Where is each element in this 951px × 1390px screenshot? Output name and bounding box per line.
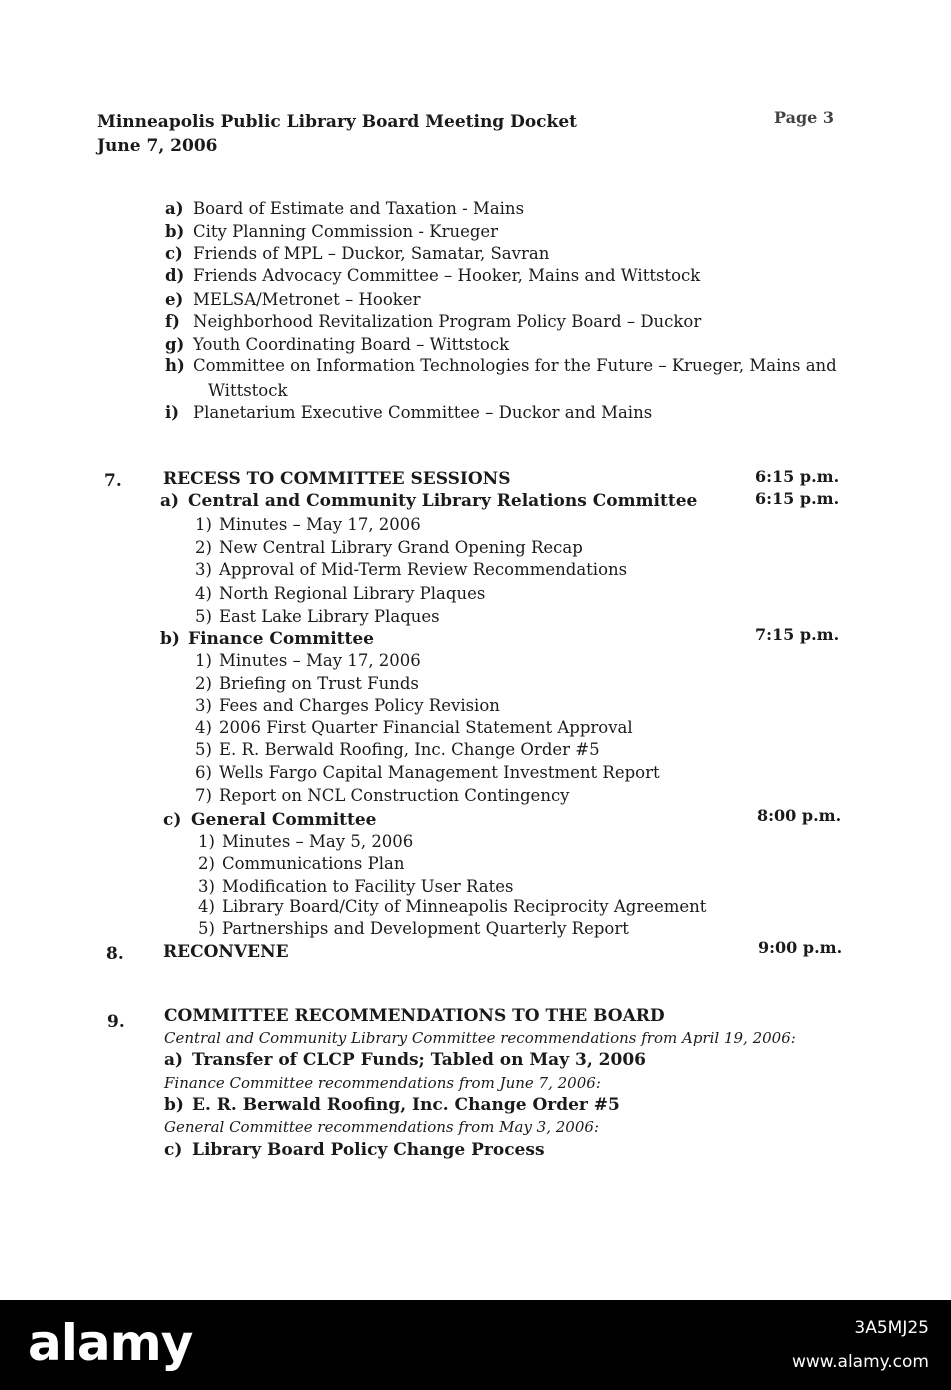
agenda-text: 2006 First Quarter Financial Statement Approval (219, 718, 633, 737)
document-date: June 7, 2006 (97, 136, 218, 156)
recommendation-item (164, 1050, 646, 1070)
committee-name: Central and Community Library Relations Committee (188, 491, 698, 511)
agenda-text: Partnerships and Development Quarterly Report (222, 919, 629, 938)
agenda-number: 5) (198, 919, 215, 938)
agenda-number: 2) (195, 674, 212, 693)
agenda-number: 2) (198, 854, 215, 873)
agenda-number: 2) (195, 538, 212, 557)
section-number: 9. (107, 1012, 125, 1032)
agenda-number: 1) (195, 651, 212, 670)
agenda-item (195, 763, 660, 782)
agenda-item (198, 919, 629, 938)
agenda-number: 3) (195, 560, 212, 579)
agenda-item (198, 877, 513, 896)
agenda-item (198, 854, 404, 873)
committee-name: General Committee (191, 810, 377, 830)
recommendation-note: Finance Committee recommendations from June 7, 2006: (164, 1074, 601, 1092)
list-text: Friends Advocacy Committee – Hooker, Mains and Wittstock (193, 266, 701, 285)
list-label: d) (165, 266, 185, 285)
section-title: RECESS TO COMMITTEE SESSIONS (163, 469, 511, 489)
document-title: Minneapolis Public Library Board Meeting Docket (97, 112, 577, 132)
recommendation-item (164, 1095, 620, 1115)
site-url[interactable]: www.alamy.com (791, 1352, 929, 1372)
list-text: City Planning Commission - Krueger (193, 222, 499, 241)
agenda-text: E. R. Berwald Roofing, Inc. Change Order #5 (219, 740, 600, 759)
agenda-number: 4) (195, 718, 212, 737)
agenda-text: East Lake Library Plaques (219, 607, 440, 626)
list-item (165, 312, 701, 331)
agenda-item (195, 718, 633, 737)
committee-heading (160, 629, 374, 649)
committee-time: 6:15 p.m. (755, 489, 840, 508)
list-item (165, 403, 652, 422)
recommendation-text: Library Board Policy Change Process (192, 1140, 545, 1160)
recommendation-text: Transfer of CLCP Funds; Tabled on May 3, 2006 (192, 1050, 646, 1070)
agenda-text: Approval of Mid-Term Review Recommendations (219, 560, 628, 579)
agenda-text: Wells Fargo Capital Management Investment Report (219, 763, 660, 782)
list-label: g) (165, 335, 185, 354)
agenda-number: 3) (198, 877, 215, 896)
agenda-item (195, 740, 600, 759)
list-item (165, 222, 498, 241)
list-label: f) (165, 312, 180, 331)
committee-name: Finance Committee (188, 629, 374, 649)
list-item (165, 290, 420, 309)
committee-time: 8:00 p.m. (757, 806, 842, 825)
section-number: 7. (104, 471, 122, 491)
recommendation-item (164, 1140, 545, 1160)
list-item (165, 335, 509, 354)
page-number: Page 3 (774, 108, 835, 127)
agenda-text: Modification to Facility User Rates (222, 877, 514, 896)
list-item (165, 266, 700, 285)
agenda-item (195, 786, 570, 805)
list-label: i) (165, 403, 180, 422)
agenda-item (195, 584, 485, 603)
section-title: COMMITTEE RECOMMENDATIONS TO THE BOARD (164, 1006, 665, 1026)
list-item (165, 199, 524, 218)
agenda-number: 4) (195, 584, 212, 603)
agenda-number: 1) (198, 832, 215, 851)
list-text: Planetarium Executive Committee – Duckor and Mains (193, 403, 653, 422)
list-text: Friends of MPL – Duckor, Samatar, Savran (193, 244, 550, 263)
agenda-number: 1) (195, 515, 212, 534)
list-text: Committee on Information Technologies for the Future – Krueger, Mains and (193, 356, 837, 375)
agenda-number: 3) (195, 696, 212, 715)
section-title: RECONVENE (163, 942, 289, 962)
recommendation-label: c) (164, 1140, 183, 1160)
list-text: Neighborhood Revitalization Program Policy Board – Duckor (193, 312, 702, 331)
list-label: c) (165, 244, 183, 263)
section-number: 8. (106, 944, 124, 964)
agenda-text: Report on NCL Construction Contingency (219, 786, 570, 805)
agenda-item (195, 515, 421, 534)
agenda-number: 4) (198, 897, 215, 916)
agenda-item (195, 674, 419, 693)
agenda-item (198, 832, 413, 851)
section-time: 6:15 p.m. (755, 467, 840, 486)
committee-heading (160, 491, 697, 511)
list-item (165, 244, 549, 263)
agenda-item (195, 560, 627, 579)
agenda-text: Minutes – May 17, 2006 (219, 651, 421, 670)
agenda-item (195, 651, 421, 670)
agenda-text: Minutes – May 17, 2006 (219, 515, 421, 534)
agenda-item (195, 607, 440, 626)
committee-label: c) (163, 810, 182, 830)
list-item (165, 356, 837, 375)
agenda-item (195, 696, 500, 715)
committee-time: 7:15 p.m. (755, 625, 840, 644)
agenda-item (198, 897, 706, 916)
agenda-text: North Regional Library Plaques (219, 584, 486, 603)
recommendation-note: General Committee recommendations from May 3, 2006: (164, 1118, 599, 1136)
agenda-text: Communications Plan (222, 854, 405, 873)
agenda-text: Library Board/City of Minneapolis Reciprocity Agreement (222, 897, 707, 916)
agenda-text: Briefing on Trust Funds (219, 674, 419, 693)
list-label: e) (165, 290, 184, 309)
list-label: b) (165, 222, 185, 241)
agenda-text: New Central Library Grand Opening Recap (219, 538, 583, 557)
list-text: MELSA/Metronet – Hooker (193, 290, 421, 309)
committee-label: a) (160, 491, 180, 511)
agenda-item (195, 538, 583, 557)
recommendation-text: E. R. Berwald Roofing, Inc. Change Order #5 (192, 1095, 620, 1115)
committee-label: b) (160, 629, 180, 649)
agenda-number: 5) (195, 607, 212, 626)
recommendation-note: Central and Community Library Committee recommendations from April 19, 2006: (164, 1029, 796, 1047)
list-text: Board of Estimate and Taxation - Mains (193, 199, 525, 218)
list-label: a) (165, 199, 184, 218)
image-id: 3A5MJ25 (854, 1318, 929, 1338)
agenda-text: Minutes – May 5, 2006 (222, 832, 414, 851)
list-text-continued: Wittstock (208, 381, 288, 400)
list-label: h) (165, 356, 185, 375)
stock-footer (0, 1300, 951, 1390)
agenda-text: Fees and Charges Policy Revision (219, 696, 500, 715)
recommendation-label: b) (164, 1095, 184, 1115)
recommendation-label: a) (164, 1050, 184, 1070)
section-time: 9:00 p.m. (758, 938, 843, 957)
committee-heading (163, 810, 377, 830)
agenda-number: 6) (195, 763, 212, 782)
list-text: Youth Coordinating Board – Wittstock (193, 335, 510, 354)
agenda-number: 5) (195, 740, 212, 759)
alamy-logo: alamy (28, 1314, 193, 1372)
agenda-number: 7) (195, 786, 212, 805)
